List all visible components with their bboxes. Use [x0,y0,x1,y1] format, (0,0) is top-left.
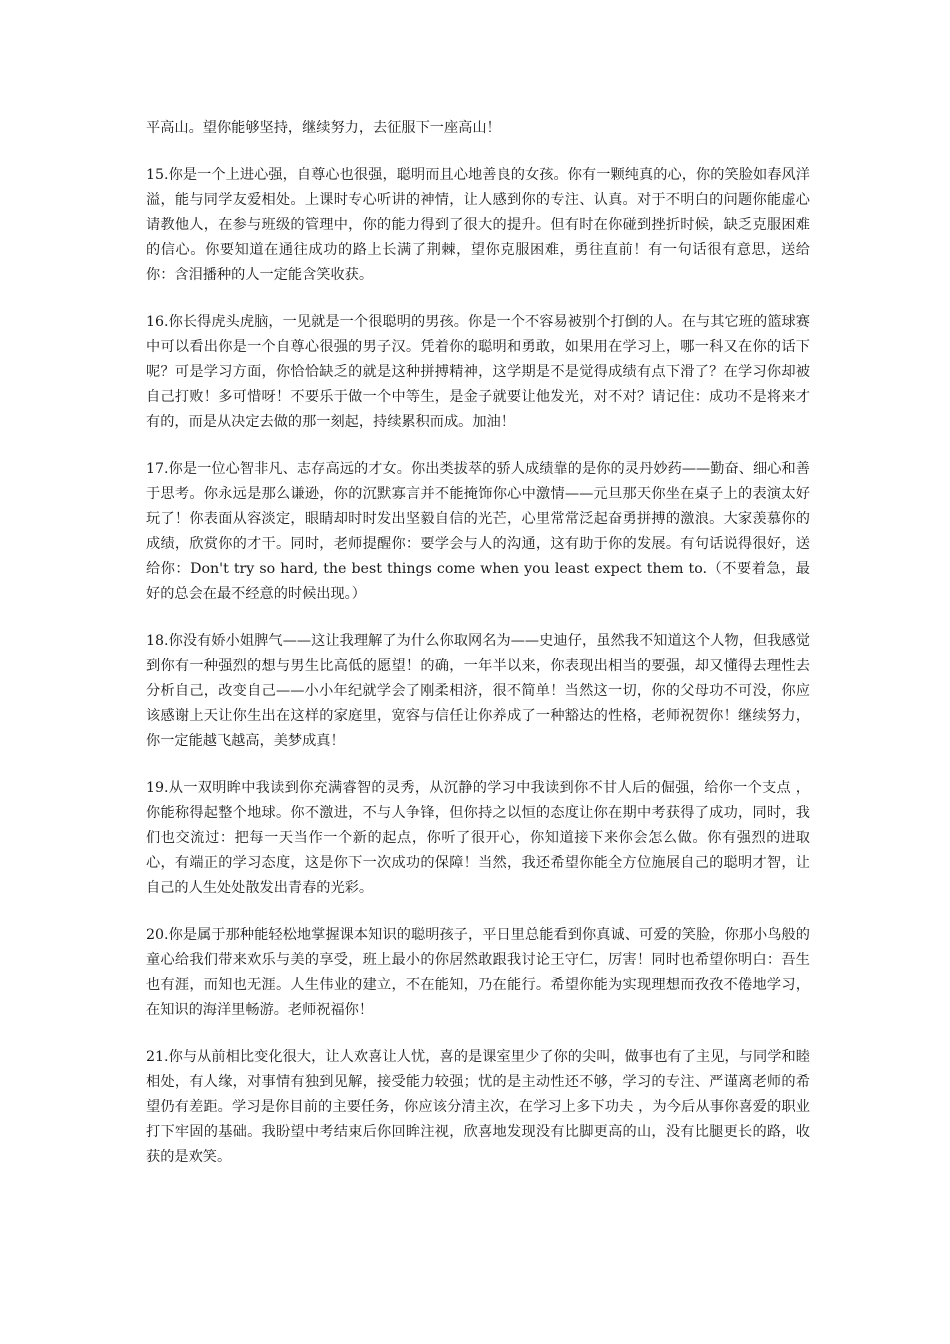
paragraph-continuation: 平高山。望你能够坚持，继续努力，去征服下一座高山！ [146,120,501,136]
document-body [146,116,810,1192]
paragraph-comment-21: 21.你与从前相比变化很大，让人欢喜让人忧，喜的是课室里少了你的尖叫，做事也有了主见，与同学和睦相处，有人缘，对事情有独到见解，接受能力较强；忧的是主动性还不够，学习的专注、严谨离老师的希望仍有差距。学习是你目前的主要任务，你应该分清主次，在学习上多下功夫 ，为今后从事你喜爱的职业打下牢固的基础。我盼望中考结束后你回眸注视，欣喜地发现没有比脚更高的山，没有比腿更长的路，收获的是欢笑。 [146,1049,810,1165]
paragraph-comment-20: 20.你是属于那种能轻松地掌握课本知识的聪明孩子，平日里总能看到你真诚、可爱的笑脸，你那小鸟般的童心给我们带来欢乐与美的享受，班上最小的你居然敢跟我讨论王守仁，厉害！同时也希望你明白：吾生也有涯，而知也无涯。人生伟业的建立，不在能知，乃在能行。希望你能为实现理想而孜孜不倦地学习，在知识的海洋里畅游。老师祝福你！ [146,927,810,1018]
paragraph-comment-19: 19.从一双明眸中我读到你充满睿智的灵秀，从沉静的学习中我读到你不甘人后的倔强，给你一个支点 ，你能称得起整个地球。你不激进，不与人争锋，但你持之以恒的态度让你在期中考获得了成功，同时，我们也交流过：把每一天当作一个新的起点，你听了很开心，你知道接下来你会怎么做。你有强烈的进取心，有端正的学习态度，这是你下一次成功的保障！当然，我还希望你能全方位施展自己的聪明才智，让自己的人生处处散发出青春的光彩。 [146,780,810,896]
paragraph-comment-17: 17.你是一位心智非凡、志存高远的才女。你出类拔萃的骄人成绩靠的是你的灵丹妙药——勤奋、细心和善于思考。你永远是那么谦逊，你的沉默寡言并不能掩饰你心中激情——元旦那天你坐在桌子上的表演太好玩了！你表面从容淡定，眼睛却时时发出坚毅自信的光芒，心里常常泛起奋勇拼搏的激浪。大家羡慕你的成绩，欣赏你的才干。同时，老师提醒你：要学会与人的沟通，这有助于你的发展。有句话说得很好，送给你：Don't try so hard, the best things come when you least expect them to.（不要着急，最好的总会在最不经意的时候出现。） [146,461,810,602]
paragraph-comment-15: 15.你是一个上进心强，自尊心也很强，聪明而且心地善良的女孩。你有一颗纯真的心，你的笑脸如春风洋溢，能与同学友爱相处。上课时专心听讲的神情，让人感到你的专注、认真。对于不明白的问题你能虚心请教他人，在参与班级的管理中，你的能力得到了很大的提升。但有时在你碰到挫折时候，缺乏克服困难的信心。你要知道在通往成功的路上长满了荆棘，望你克服困难，勇往直前！有一句话很有意思，送给你：含泪播种的人一定能含笑收获。 [146,167,810,283]
paragraph-comment-16: 16.你长得虎头虎脑，一见就是一个很聪明的男孩。你是一个不容易被别个打倒的人。在与其它班的篮球赛中可以看出你是一个自尊心很强的男子汉。凭着你的聪明和勇敢，如果用在学习上，哪一科又在你的话下呢？可是学习方面，你恰恰缺乏的就是这种拼搏精神，这学期是不是觉得成绩有点下滑了？在学习你却被自己打败！多可惜呀！不要乐于做一个中等生，是金子就要让他发光，对不对？请记住：成功不是将来才有的，而是从决定去做的那一刻起，持续累积而成。加油！ [146,314,810,430]
paragraph-comment-18: 18.你没有娇小姐脾气——这让我理解了为什么你取网名为——史迪仔，虽然我不知道这个人物，但我感觉到你有一种强烈的想与男生比高低的愿望！的确，一年半以来，你表现出相当的要强，却又懂得去理性去分析自己，改变自己——小小年纪就学会了刚柔相济，很不简单！当然这一切，你的父母功不可没，你应该感谢上天让你生出在这样的家庭里，宽容与信任让你养成了一种豁达的性格，老师祝贺你！继续努力，你一定能越飞越高，美梦成真！ [146,633,810,749]
